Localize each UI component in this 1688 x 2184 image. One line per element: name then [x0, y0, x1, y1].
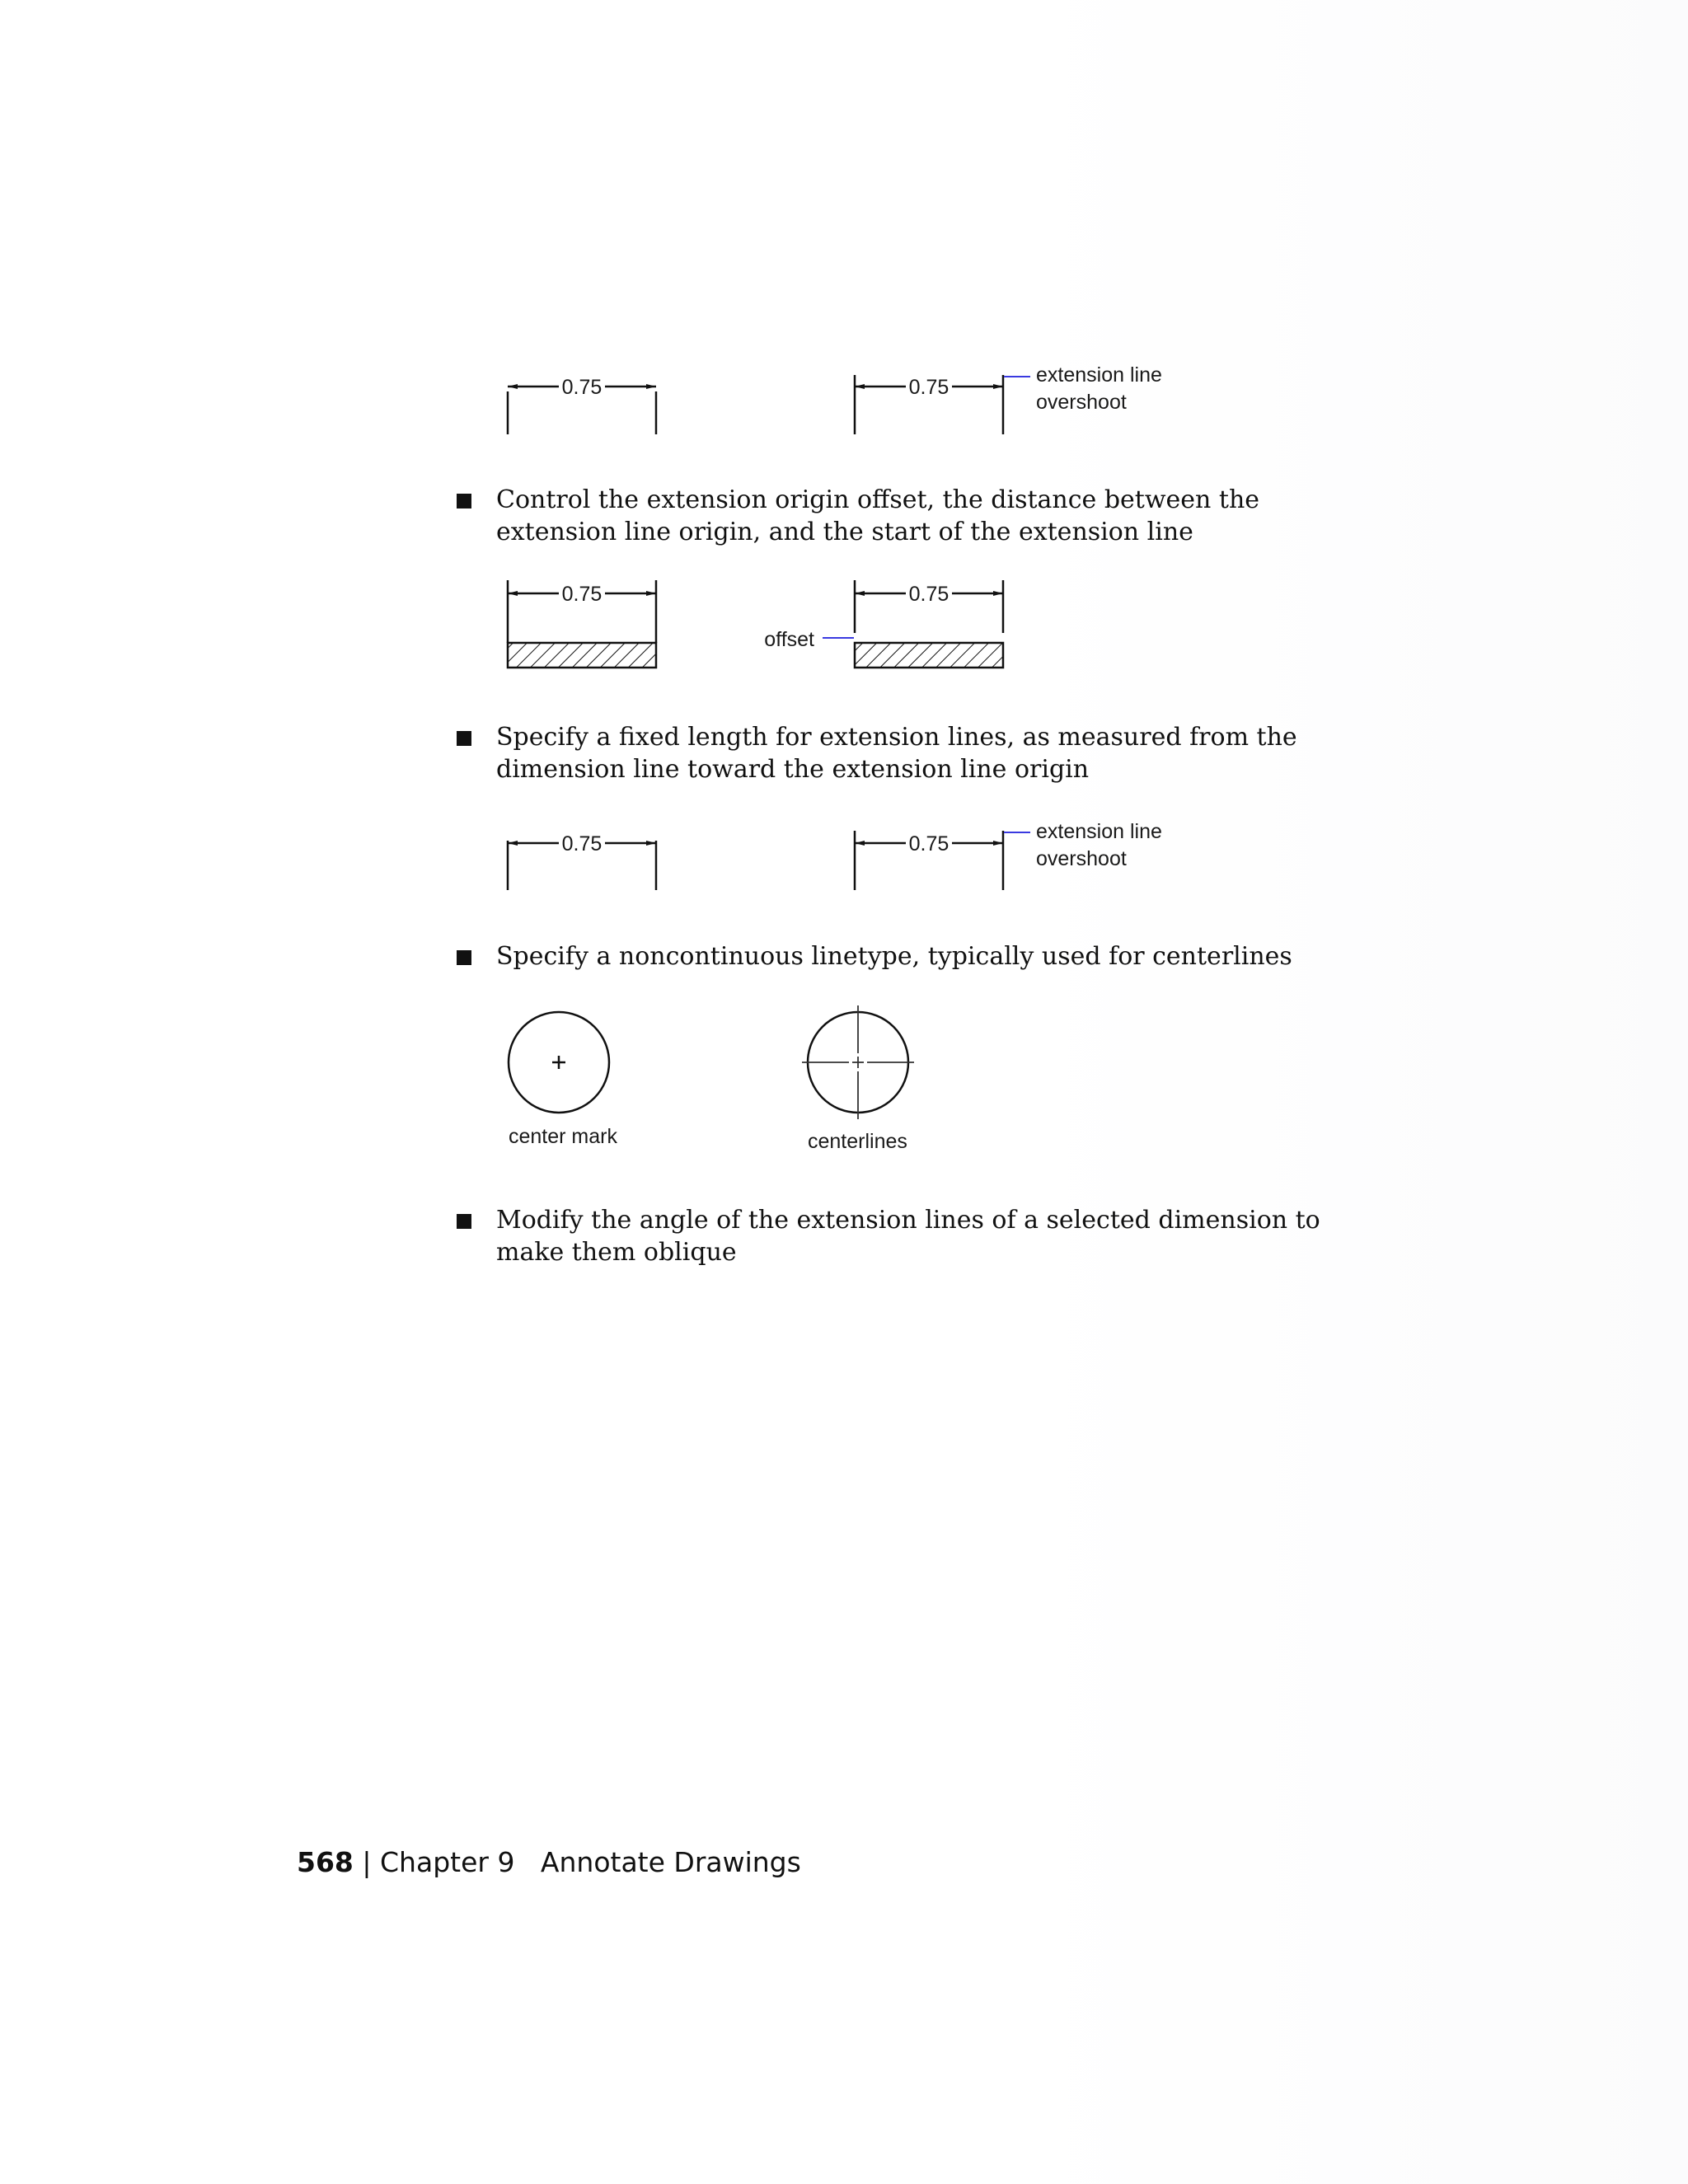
center-mark-circle — [509, 1012, 609, 1113]
page-footer — [297, 1846, 801, 1878]
bullet-text: Specify a fixed length for extension lines, as measured from the dimension line toward the extension line origin — [496, 723, 1297, 784]
figure-extension-overshoot — [495, 359, 1236, 441]
figure-origin-offset — [495, 577, 1236, 676]
bullet-text: Modify the angle of the extension lines of a selected dimension to make them oblique — [496, 1206, 1320, 1267]
overshoot-label-line2: overshoot — [1036, 391, 1127, 414]
footer-chapter: Chapter 9 — [380, 1846, 515, 1878]
overshoot-label-line1: extension line — [1036, 820, 1162, 843]
bullet-item — [455, 940, 1362, 972]
figure-center-marks — [495, 997, 989, 1162]
bullet-text: Specify a noncontinuous linetype, typically used for centerlines — [496, 942, 1292, 971]
dim-value-label: 0.75 — [908, 832, 950, 855]
dim-value-label: 0.75 — [561, 583, 603, 606]
bullet-item — [455, 1204, 1362, 1268]
page-number: 568 — [297, 1846, 354, 1878]
dim-value-label: 0.75 — [561, 832, 603, 855]
center-mark-caption: center mark — [509, 1125, 617, 1148]
figure-fixed-length — [495, 816, 1236, 898]
centerlines — [802, 1005, 914, 1119]
bullet-marker — [457, 494, 471, 509]
hatched-part — [855, 643, 1003, 668]
bullet-marker — [457, 1214, 471, 1229]
footer-chapter-title: Annotate Drawings — [540, 1846, 801, 1878]
overshoot-label-line2: overshoot — [1036, 847, 1127, 870]
hatched-part — [508, 643, 656, 668]
dim-value-label: 0.75 — [908, 376, 950, 399]
bullet-marker — [457, 950, 471, 965]
dim-value-label: 0.75 — [561, 376, 603, 399]
bullet-marker — [457, 731, 471, 746]
bullet-item — [455, 484, 1362, 548]
bullet-item — [455, 721, 1362, 785]
page-background-shade — [1022, 0, 1688, 2184]
overshoot-label-line1: extension line — [1036, 363, 1162, 387]
footer-separator: | — [362, 1846, 372, 1878]
centerlines-caption: centerlines — [808, 1130, 907, 1153]
dim-value-label: 0.75 — [908, 583, 950, 606]
bullet-text: Control the extension origin offset, the distance between the extension line origin, and the start of the extension line — [496, 485, 1260, 546]
offset-label: offset — [764, 628, 814, 651]
